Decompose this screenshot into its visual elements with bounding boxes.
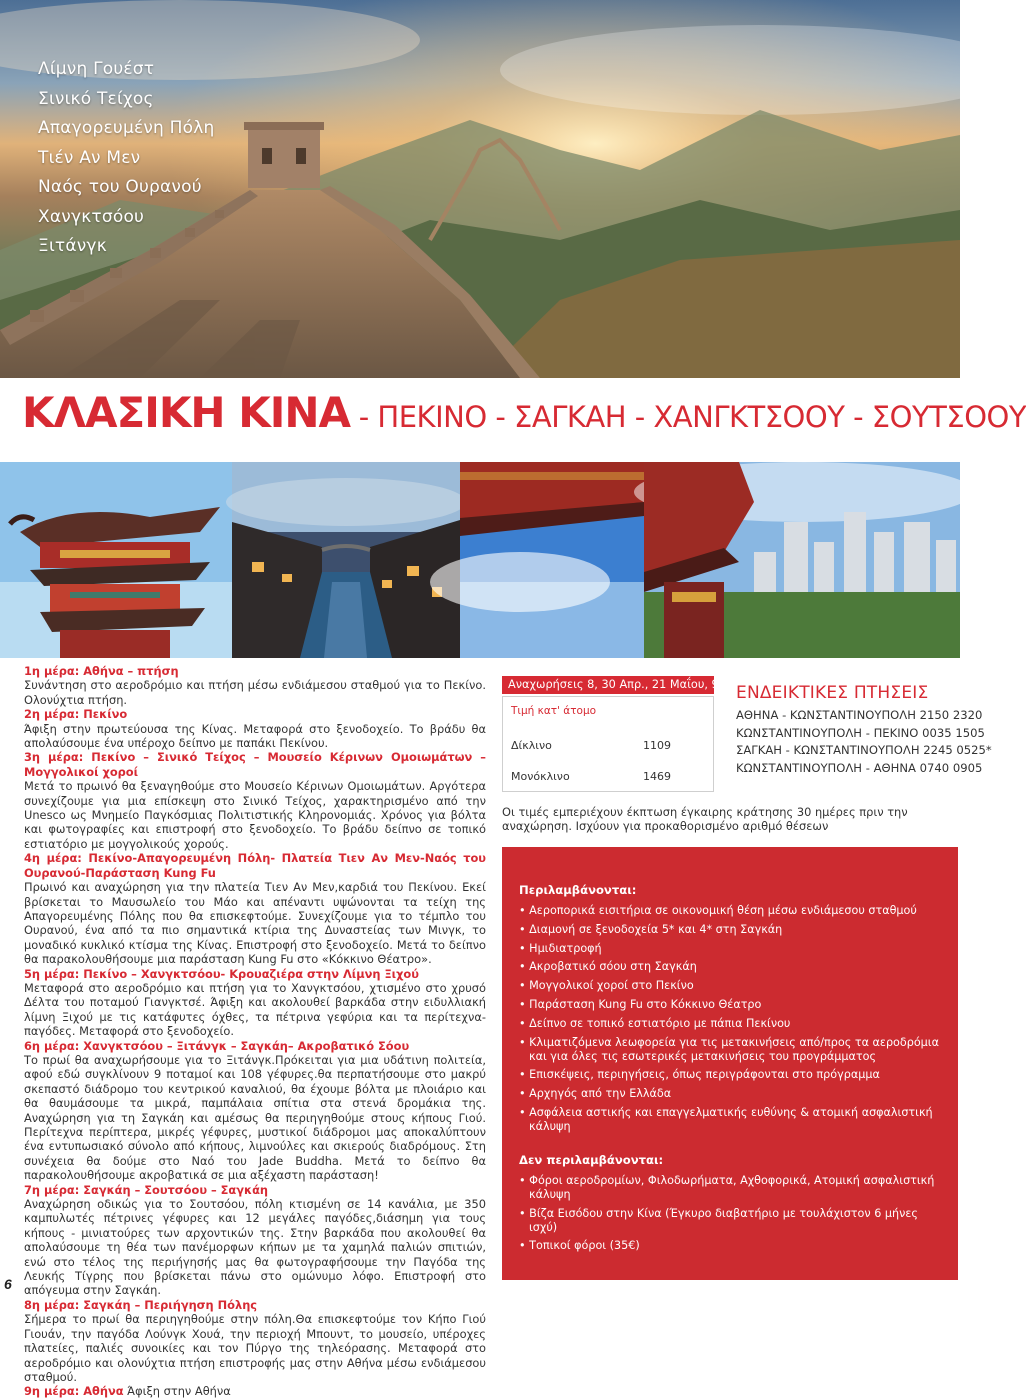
day-text: Αναχώρηση οδικώς για το Σουτσόου, πόλη κτισμένη σε 14 κανάλια, με 350 καμπυλωτές πέτρινες γέφυρες και 12 μεγάλες παγόδες,διάσημη για τους κήπους - μινιατούρες των αρχοντικών της. Στην βαρκάδα που ακολουθεί θα απολαύσουμε τη θέα των πανέμορφων κήπων με τα χαμηλά παλιών σπιτιών, ενώ στο τέλος της περιήγησής μας θα φωτογραφήσουμε την Παγόδα της Λευκής Τίγρης που βρίσκεται πάνω στο ομώνυμο λόφο. Επιστροφή στο απόγευμα στην Σαγκάη. (24, 1197, 486, 1298)
day-heading: 1η μέρα: Αθήνα – πτήση (24, 664, 179, 678)
day-heading: 5η μέρα: Πεκίνο – Χανγκτσόου- Κρουαζιέρα στην Λίμνη Ξιχού (24, 966, 419, 981)
excludes-list (519, 1174, 944, 1254)
day-heading: 3η μέρα: Πεκίνο – Σινικό Τείχος – Μουσείο Κέρινων Ομοιωμάτων – Μογγολικοί χοροί (24, 750, 486, 779)
itinerary-day (24, 750, 486, 851)
flight-row: ΚΩΝΣΤΑΝΤΙΝΟΥΠΟΛΗ - ΑΘΗΝΑ 0740 0905 (736, 760, 983, 775)
day-text: Το πρωί θα αναχωρήσουμε για το Ξιτάνγκ.Πρόκειται για μια υδάτινη πολιτεία, αφού εδώ συγκλίνουν 9 ποταμοί και 108 γέφυρες.θα περπατήσουμε στο μακρύ σκεπαστό διάδρομο του κεντρικού καναλιού, θα έχουμε βόλτα με πλοιάριο και θα θαυμάσουμε τα μικρά, παμπάλαια σπίτια στα στενά δρομάκια της. Αναχώρηση για τη Σαγκάη και αμέσως θα περιηγηθούμε στους κήπους Γιού. Περίτεχνα περίπτερα, μικρές γέφυρες, μυστικοί διάδρομοι μας αποκαλύπτουν ένα εντυπωσιακό σύνολο από κήπους, λιμνούλες και σκιερούς διαδρόμους. Στη συνέχεια θα δούμε στο Ναό του Jade Buddha. Μετά το δείπνο θα παρακολουθήσουμε ακροβατικά σε μια αξέχαστη παράσταση! (24, 1052, 486, 1183)
itinerary-day (24, 1039, 486, 1183)
includes-item: • Μογγολικοί χοροί στο Πεκίνο (519, 979, 944, 993)
hero-place: Απαγορευμένη Πόλη (38, 118, 215, 138)
hero-image-great-wall (0, 0, 960, 378)
itinerary-day (24, 1183, 486, 1298)
photo-pagoda-roof (460, 462, 644, 658)
day-text: Μετά το πρωινό θα ξεναγηθούμε στο Μουσείο Κέρινων Ομοιωμάτων. Αργότερα συνεχίζουμε για μια επίσκεψη στο Σινικό Τείχος, χαρακτηρισμένο από την Unesco ως Μνημείο Παγκόσμιας Πολιτιστικής Κληρονομιάς. Χρόνος για βόλτα και φωτογραφίες και επιστροφή στο ξενοδοχείο. Το βράδυ δείπνο σε τοπικό εστιατόριο με μογγολικούς χορούς. (24, 779, 486, 851)
day-text: Σήμερα το πρωί θα περιηγηθούμε στην πόλη.Θα επισκεφτούμε τον Κήπο Γιού Γιουάν, την παγόδα Λούνγκ Χουά, την περιοχή Μπουντ, το μουσείο, υπέροχες πλατείες, παλιές συνοικίες και τον Πύργο της τηλεόρασης. Μεταφορά στο αεροδρόμιο και ολονύχτια πτήση επιστροφής μας στην Αθήνα μέσω ενδιάμεσου σταθμού. (24, 1312, 486, 1384)
day-text: Άφιξη στην Αθήνα (123, 1384, 231, 1399)
includes-heading: Περιλαμβάνονται: (519, 883, 637, 897)
hero-place: Ξιτάνγκ (38, 236, 107, 256)
hero-place: Λίμνη Γουέστ (38, 59, 155, 79)
photo-temple-roof (0, 462, 232, 658)
hero-place: Σινικό Τείχος (38, 88, 154, 109)
flights-heading: ΕΝΔΕΙΚΤΙΚΕΣ ΠΤΗΣΕΙΣ (736, 683, 929, 703)
day-text: Πρωινό και αναχώρηση για την πλατεία Τιεν Αν Μεν,καρδιά του Πεκίνου. Εκεί βρίσκεται το Μαυσωλείο του Μάο και απέναντι υψώνονται τα τείχη της Απαγορευμένης Πόλης που θα επισκεφτούμε. Συνεχίζουμε για το τέμπλο του Ουρανού, ένα από τα πιο σημαντικά κτίρια της Δυναστείας των Μινγκ, το μοναδικό κυκλικό κτίσμα της Κίνας. Επιστροφή στο ξενοδοχείο. Μετά το δείπνο θα παρακολουθήσουμε μια παράσταση Kung Fu στο «Κόκκινο Θέατρο». (24, 880, 486, 967)
includes-item: • Αεροπορικά εισιτήρια σε οικονομική θέση μέσω ενδιάμεσου σταθμού (519, 904, 944, 918)
page-number: 6 (4, 1276, 12, 1292)
includes-item: • Ημιδιατροφή (519, 942, 944, 956)
page-title (22, 388, 1026, 437)
photo-city-skyline (644, 462, 960, 658)
departures-header: Αναχωρήσεις 8, 30 Απρ., 21 Μαΐου, 9 μέρες (502, 676, 714, 694)
day-heading: 8η μέρα: Σαγκάη – Περιήγηση Πόλης (24, 1297, 258, 1312)
hero-place: Τιέν Αν Μεν (38, 147, 141, 168)
price-label-single: Μονόκλινο (511, 770, 570, 783)
price-label-double: Δίκλινο (511, 739, 552, 752)
indicative-flights (736, 683, 992, 777)
title-sub: - ΠΕΚΙΝΟ - ΣΑΓΚΑΗ - ΧΑΝΓΚΤΣΟΟΥ - ΣΟΥΤΣΟΟΥ (350, 400, 1026, 434)
itinerary-day (24, 967, 486, 1039)
price-per-person-label: Τιμή κατ' άτομο (511, 705, 597, 717)
flight-row: ΑΘΗΝΑ - ΚΩΝΣΤΑΝΤΙΝΟΥΠΟΛΗ 2150 2320 (736, 708, 983, 722)
includes-box (502, 847, 958, 1280)
photo-water-town (232, 462, 460, 658)
includes-item: • Διαμονή σε ξενοδοχεία 5* και 4* στη Σαγκάη (519, 923, 944, 937)
price-table (502, 696, 714, 792)
itinerary-day (24, 851, 486, 966)
pricing-note: Οι τιμές εμπεριέχουν έκπτωση έγκαιρης κράτησης 30 ημέρες πριν την αναχώρηση. Ισχύουν για προκαθορισμένο αριθμό θέσεων (502, 805, 908, 834)
itinerary-day (24, 664, 486, 707)
itinerary-day (24, 1384, 486, 1398)
day-heading: 2η μέρα: Πεκίνο (24, 707, 128, 722)
includes-item: • Αρχηγός από την Ελλάδα (519, 1087, 944, 1101)
itinerary-day (24, 1298, 486, 1384)
hero-place: Ναός του Ουρανού (38, 177, 202, 197)
hero-place: Χανγκτσόου (38, 206, 145, 227)
includes-item: • Δείπνο σε τοπικό εστιατόριο με πάπια Πεκίνου (519, 1017, 944, 1031)
excludes-item: • Βίζα Εισόδου στην Κίνα (Έγκυρο διαβατήριο με τουλάχιστον 6 μήνες ισχύ) (519, 1207, 944, 1235)
includes-item: • Παράσταση Kung Fu στο Κόκκινο Θέατρο (519, 998, 944, 1012)
includes-list (519, 904, 944, 1134)
day-text: Άφιξη στην πρωτεύουσα της Κίνας. Μεταφορά στο ξενοδοχείο. Το βράδυ θα απολαύσουμε ένα υπέροχο δείπνο με παπάκι Πεκίνου. (24, 721, 486, 751)
itinerary-day (24, 707, 486, 750)
day-text: Συνάντηση στο αεροδρόμιο και πτήση μέσω ενδιάμεσου σταθμού για το Πεκίνο. Ολονύχτια πτήση. (24, 678, 486, 707)
excludes-item: • Τοπικοί φόροι (35€) (519, 1239, 944, 1253)
includes-item: • Ασφάλεια αστικής και επαγγελματικής ευθύνης & ατομική ασφαλιστική κάλυψη (519, 1106, 944, 1134)
includes-item: • Ακροβατικό σόου στη Σαγκάη (519, 960, 944, 974)
itinerary (24, 664, 486, 1399)
day-heading: 4η μέρα: Πεκίνο-Απαγορευμένη Πόλη- Πλατεία Τιεν Αν Μεν-Ναός του Ουρανού-Παράσταση Kung Fu (24, 851, 486, 880)
flight-row: ΚΩΝΣΤΑΝΤΙΝΟΥΠΟΛΗ - ΠΕΚΙΝΟ 0035 1505 (736, 725, 985, 740)
excludes-item: • Φόροι αεροδρομίων, Φιλοδωρήματα, Αχθοφορικά, Ατομική ασφαλιστική κάλυψη (519, 1174, 944, 1202)
title-main: ΚΛΑΣΙΚΗ ΚΙΝΑ (22, 388, 351, 437)
includes-item: • Κλιματιζόμενα λεωφορεία για τις μετακινήσεις από/προς τα αεροδρόμια και για όλες τις εσωτερικές μετακινήσεις του προγράμματος (519, 1036, 944, 1064)
photo-strip (0, 462, 960, 658)
includes-item: • Επισκέψεις, περιηγήσεις, όπως περιγράφονται στο πρόγραμμα (519, 1068, 944, 1082)
excludes-heading: Δεν περιλαμβάνονται: (519, 1152, 664, 1167)
hero-places-list (38, 55, 214, 262)
price-value-double: 1109 (643, 739, 671, 752)
day-heading: 6η μέρα: Χανγκτσόου – Ξιτάνγκ – Σαγκάη– Ακροβατικό Σόου (24, 1038, 410, 1053)
price-value-single: 1469 (643, 770, 671, 783)
day-heading: 7η μέρα: Σαγκάη – Σουτσόου – Σαγκάη (24, 1182, 269, 1197)
flight-row: ΣΑΓΚΑΗ - ΚΩΝΣΤΑΝΤΙΝΟΥΠΟΛΗ 2245 0525* (736, 743, 992, 757)
day-heading: 9η μέρα: Αθήνα (24, 1384, 124, 1399)
day-text: Μεταφορά στο αεροδρόμιο και πτήση για το Χανγκτσόου, χτισμένο στο χρυσό Δέλτα του ποταμού Γιανγκτσέ. Άφιξη και ακολουθεί βαρκάδα στην ειδυλλιακή λίμνη Ξιχού με τις κατάφυτες όχθες, τα πέτρινα γεφύρια και τα περίτεχνα-παγόδες. Μεταφορά στο ξενοδοχείο. (24, 980, 486, 1039)
